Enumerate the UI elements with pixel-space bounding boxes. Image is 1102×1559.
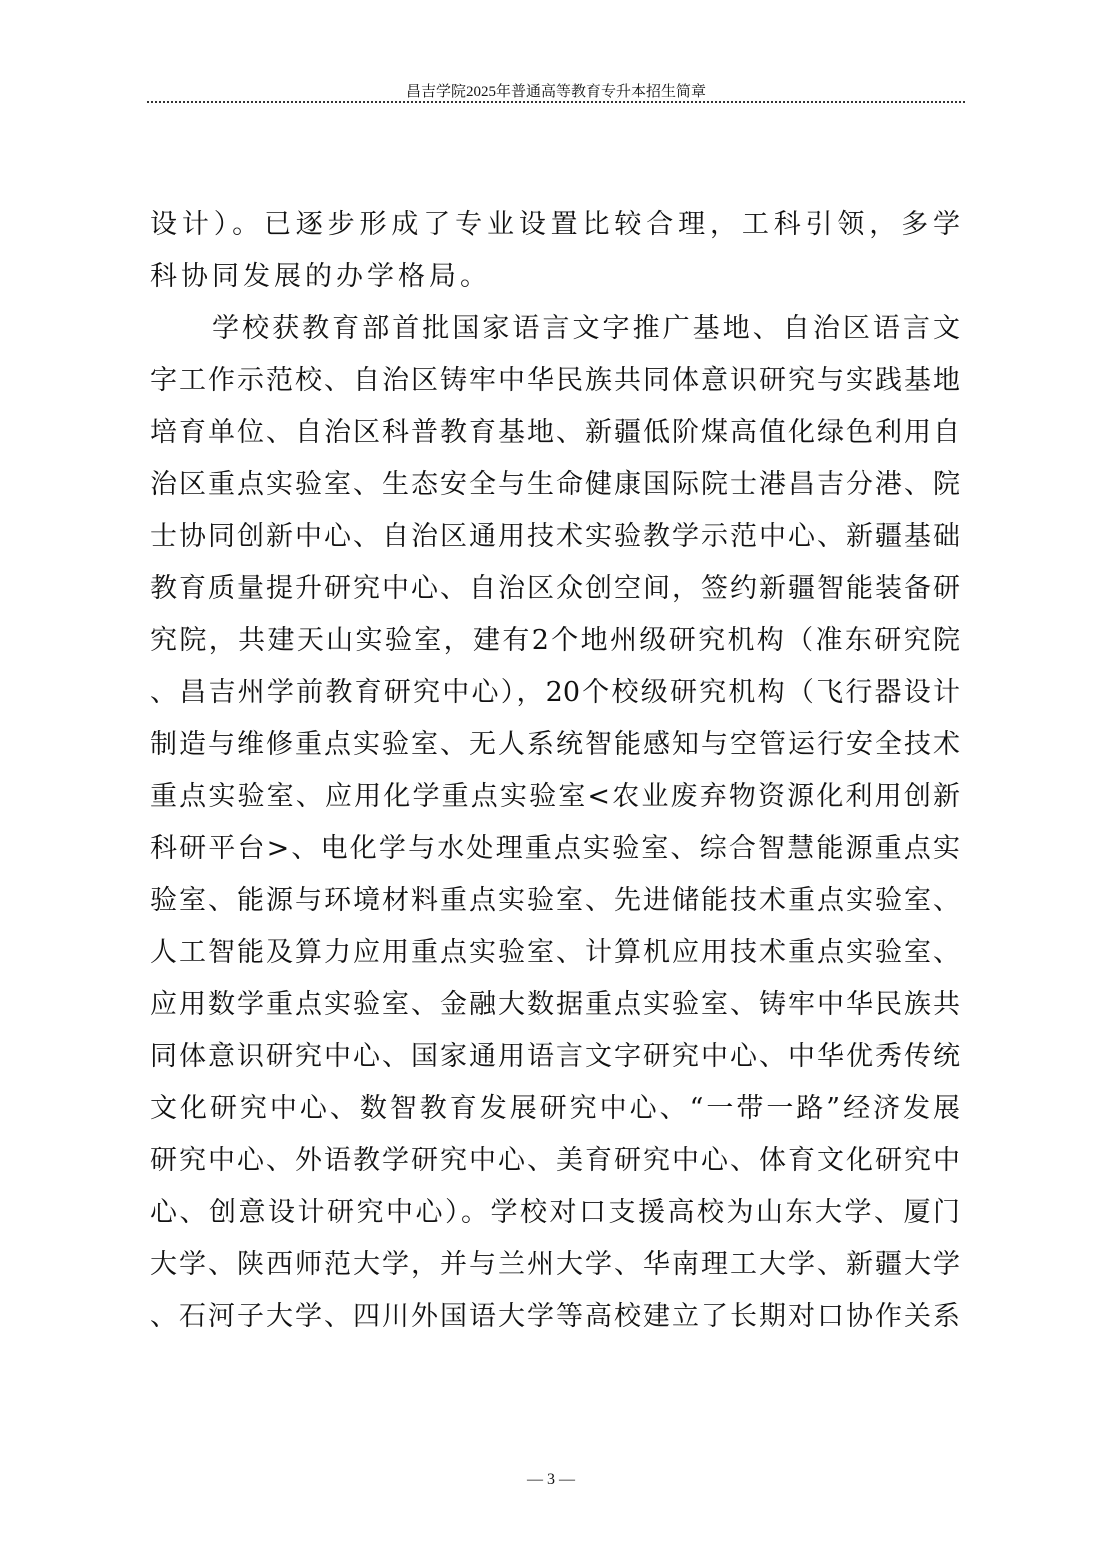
text-line: 应用数学重点实验室、金融大数据重点实验室、铸牢中华民族共 [150, 989, 960, 1020]
text-line: 学校获教育部首批国家语言文字推广基地、自治区语言文 [212, 313, 960, 344]
text-line: 研究中心、外语教学研究中心、美育研究中心、体育文化研究中 [150, 1145, 960, 1176]
paragraph [150, 310, 960, 1350]
text-line: 教育质量提升研究中心、自治区众创空间，签约新疆智能装备研 [150, 573, 960, 604]
text-line: 科研平台>、电化学与水处理重点实验室、综合智慧能源重点实 [150, 833, 960, 864]
text-line: 究院，共建天山实验室，建有2个地州级研究机构（准东研究院 [150, 625, 960, 656]
page-number: — 3 — [527, 1471, 575, 1488]
text-line: 人工智能及算力应用重点实验室、计算机应用技术重点实验室、 [150, 937, 960, 968]
text-line: 治区重点实验室、生态安全与生命健康国际院士港昌吉分港、院 [150, 469, 960, 500]
text-line: 心、创意设计研究中心）。学校对口支援高校为山东大学、厦门 [150, 1197, 960, 1228]
paragraph [150, 206, 960, 310]
text-line: 士协同创新中心、自治区通用技术实验教学示范中心、新疆基础 [150, 521, 960, 552]
text-line: 同体意识研究中心、国家通用语言文字研究中心、中华优秀传统 [150, 1041, 960, 1072]
header-divider [147, 101, 965, 103]
text-line: 制造与维修重点实验室、无人系统智能感知与空管运行安全技术 [150, 729, 960, 760]
running-header: 昌吉学院2025年普通高等教育专升本招生简章 [405, 84, 706, 100]
text-line: 培育单位、自治区科普教育基地、新疆低阶煤高值化绿色利用自 [150, 417, 960, 448]
document-body [150, 206, 960, 1350]
text-line: 验室、能源与环境材料重点实验室、先进储能技术重点实验室、 [150, 885, 960, 916]
text-line: 设计）。已逐步形成了专业设置比较合理，工科引领，多学 [150, 209, 960, 240]
text-line: 重点实验室、应用化学重点实验室<农业废弃物资源化利用创新 [150, 781, 960, 812]
text-line: 科协同发展的办学格局。 [150, 261, 491, 292]
text-line: 文化研究中心、数智教育发展研究中心、“一带一路”经济发展 [150, 1093, 960, 1124]
text-line: 、昌吉州学前教育研究中心），20个校级研究机构（飞行器设计 [150, 677, 960, 708]
text-line: 、石河子大学、四川外国语大学等高校建立了长期对口协作关系 [150, 1301, 960, 1332]
text-line: 大学、陕西师范大学，并与兰州大学、华南理工大学、新疆大学 [150, 1249, 960, 1280]
text-line: 字工作示范校、自治区铸牢中华民族共同体意识研究与实践基地 [150, 365, 960, 396]
